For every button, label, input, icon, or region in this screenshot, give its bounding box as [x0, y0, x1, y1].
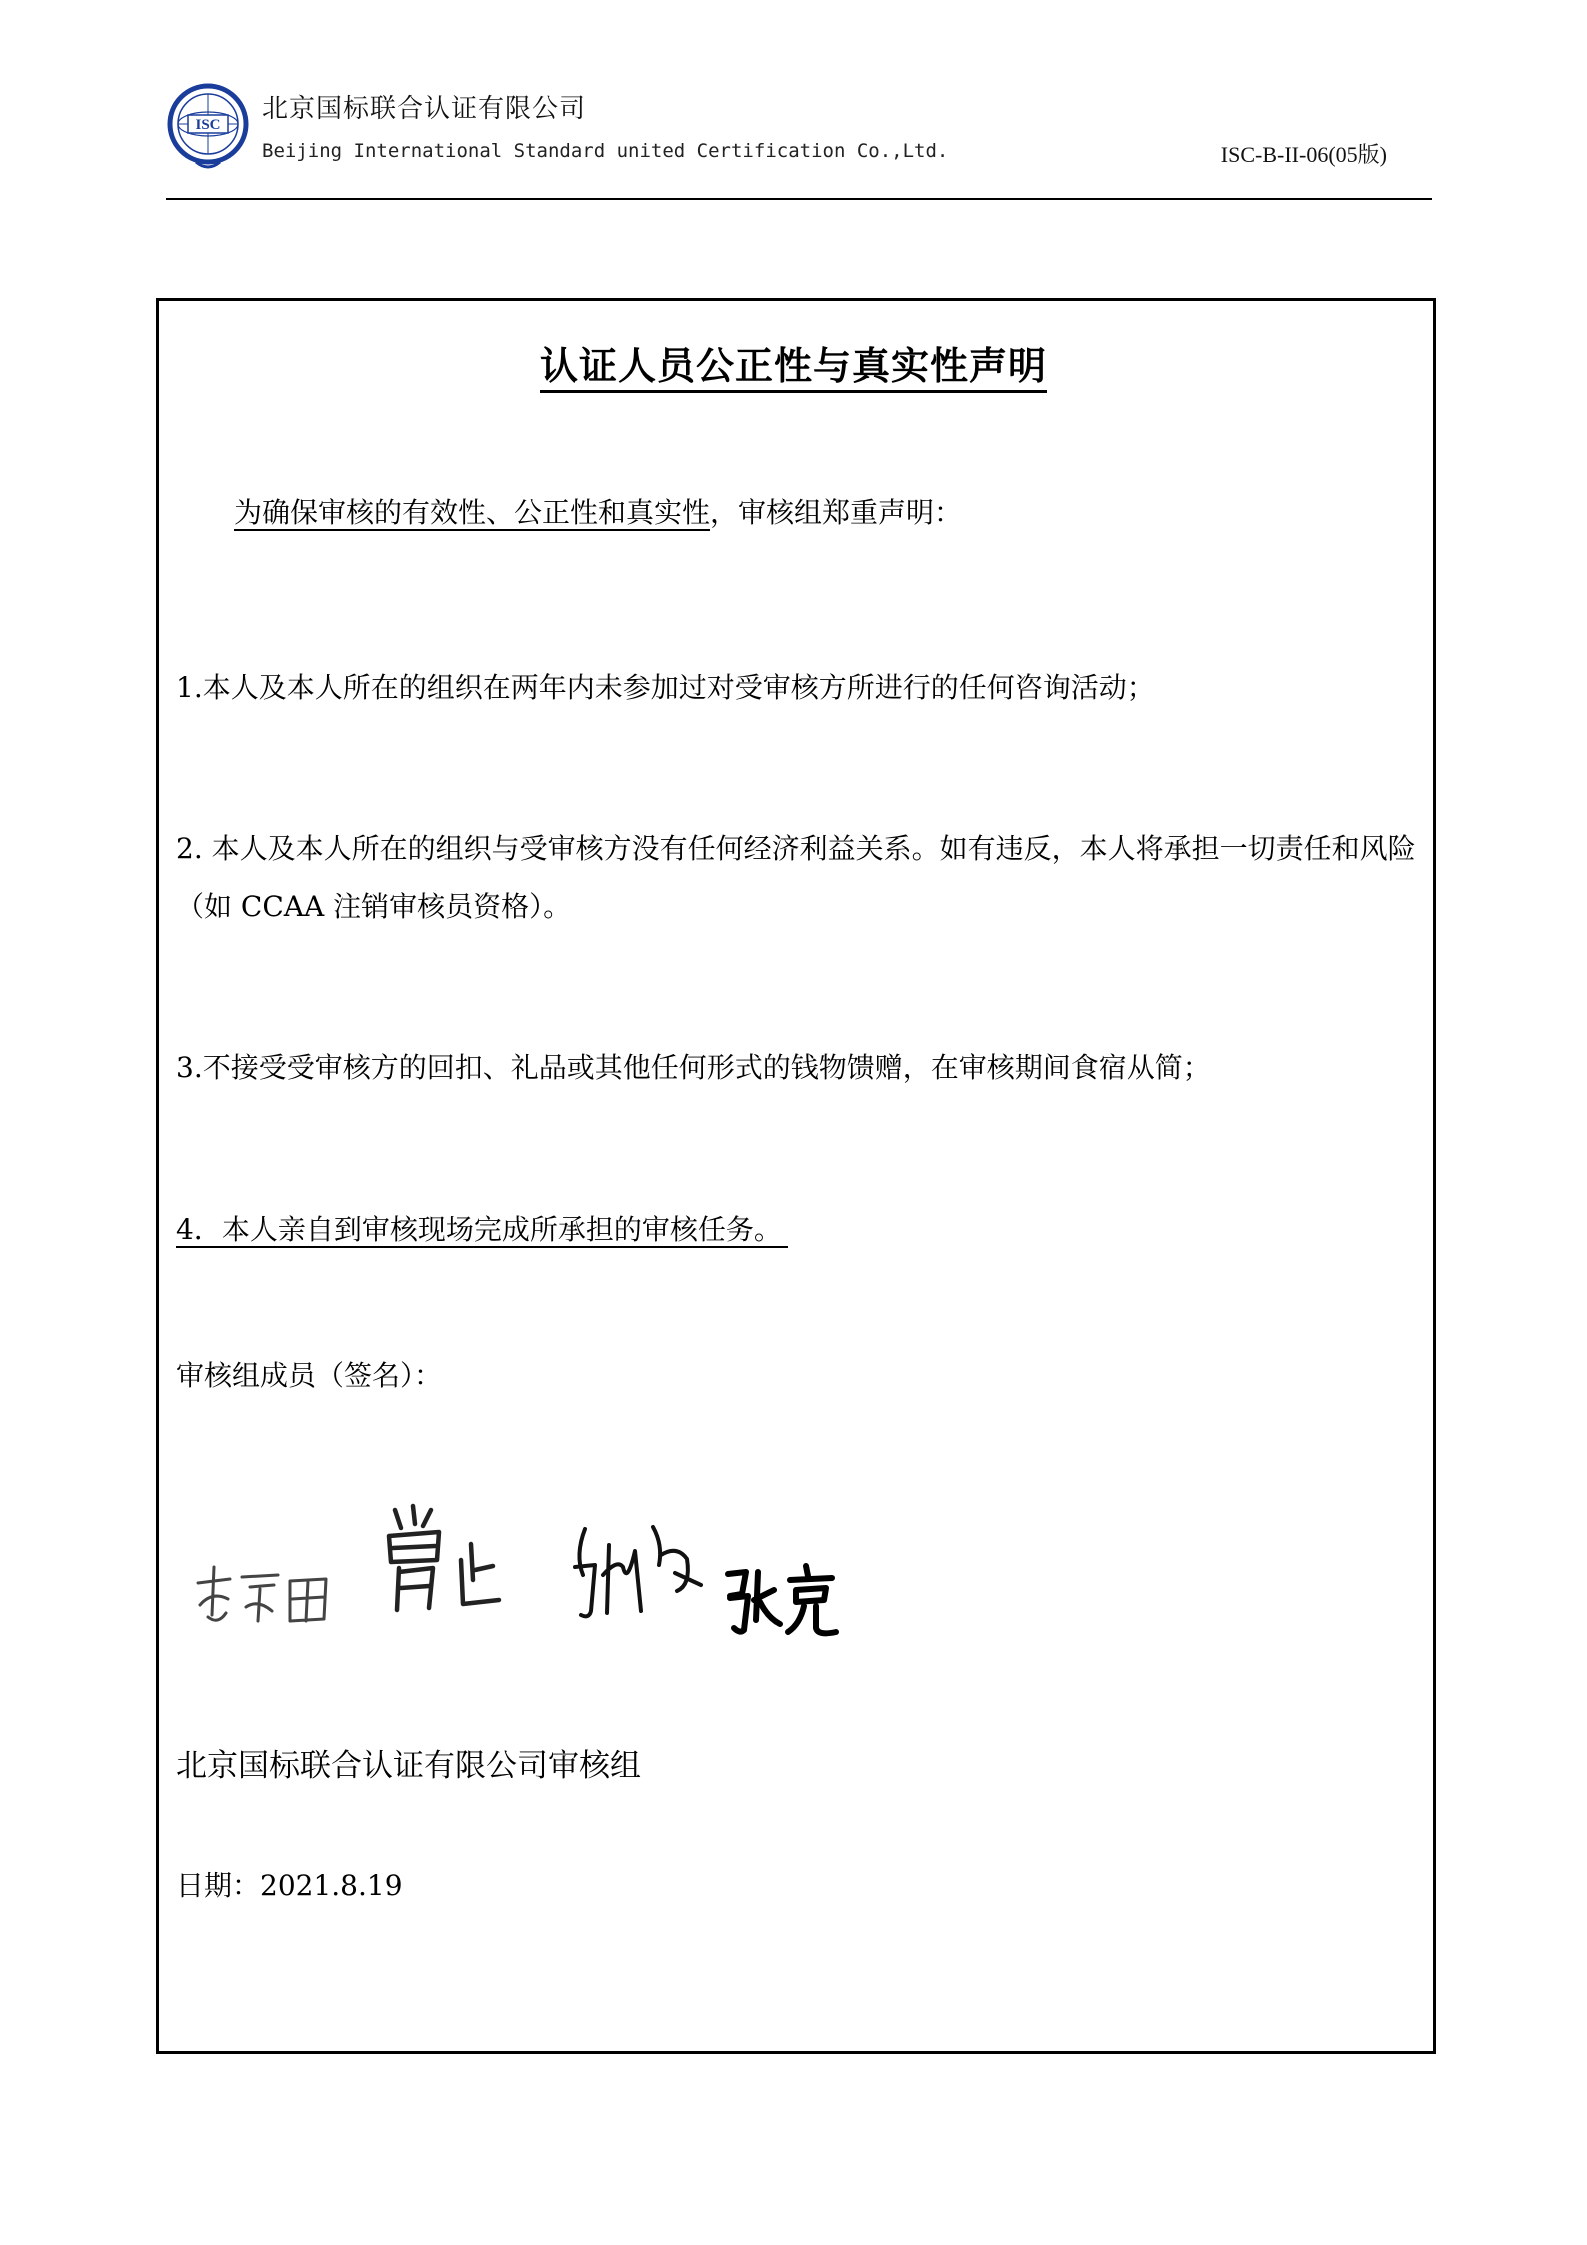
- header-divider: [166, 198, 1432, 200]
- intro-rest: ，审核组郑重声明：: [710, 496, 963, 529]
- signature-4: [720, 1560, 850, 1640]
- members-signature-label: 审核组成员（签名）：: [176, 1359, 443, 1392]
- company-name-en: Beijing International Standard united Certification Co.,Ltd.: [262, 140, 949, 162]
- company-name-cn: 北京国标联合认证有限公司: [262, 94, 587, 124]
- declaration-item-1: 1.本人及本人所在的组织在两年内未参加过对受审核方所进行的任何咨询活动；: [176, 671, 1155, 704]
- signature-area: [190, 1500, 870, 1670]
- company-logo: [166, 82, 250, 172]
- intro-underlined: 为确保审核的有效性、公正性和真实性: [234, 496, 711, 529]
- declaration-item-3: 3.不接受受审核方的回扣、礼品或其他任何形式的钱物馈赠，在审核期间食宿从简；: [176, 1051, 1211, 1084]
- declaration-item-4-text: 4．本人亲自到审核现场完成所承担的审核任务。: [176, 1213, 788, 1248]
- date-line: 日期：2021.8.19: [176, 1869, 403, 1902]
- signature-3: [565, 1515, 715, 1630]
- signature-2: [375, 1500, 515, 1620]
- organization-name: 北京国标联合认证有限公司审核组: [176, 1748, 641, 1784]
- document-title: [0, 335, 1587, 390]
- document-title-text: 认证人员公正性与真实性声明: [540, 344, 1047, 393]
- intro-paragraph: [234, 485, 962, 541]
- declaration-item-2: 2. 本人及本人所在的组织与受审核方没有任何经济利益关系。如有违反，本人将承担一切责任和风险（如 CCAA 注销审核员资格）。: [176, 832, 1416, 923]
- declaration-item-4: [176, 1202, 788, 1258]
- signature-1: [190, 1555, 340, 1635]
- document-code: ISC-B-II-06(05版): [1220, 142, 1387, 167]
- logo-text: ISC: [195, 117, 221, 133]
